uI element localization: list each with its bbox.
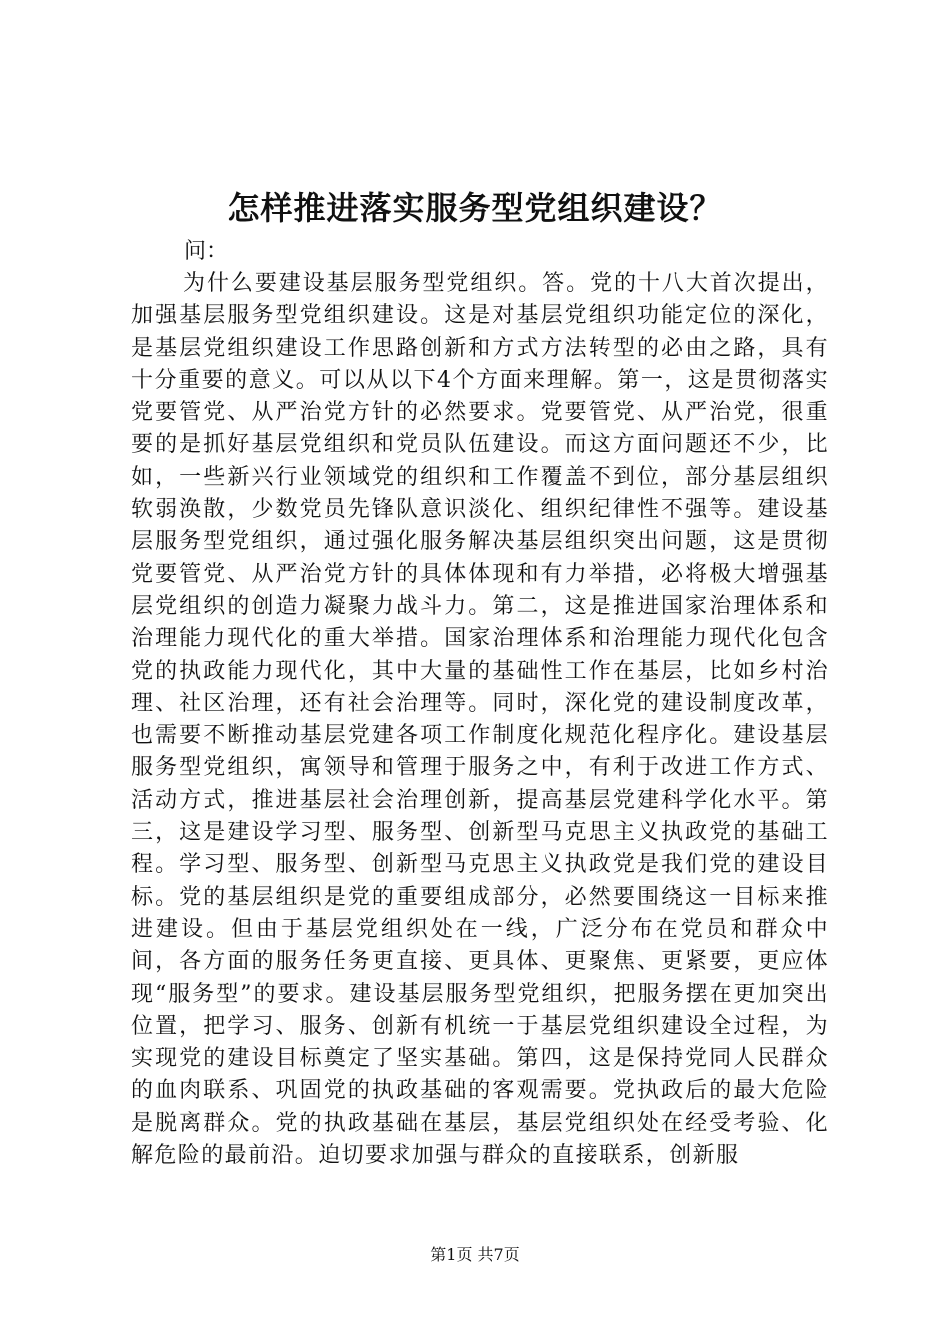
body-paragraph: 为什么要建设基层服务型党组织。答。党的十八大首次提出，加强基层服务型党组织建设。这是对基层党组织功能定位的深化，是基层党组织建设工作思路创新和方式方法转型的必由之路，具有十分重要的意义。可以从以下4个方面来理解。第一，这是贯彻落实党要管党、从严治党方针的必然要求。党要管党、从严治党，很重要的是抓好基层党组织和党员队伍建设。而这方面问题还不少，比如，一些新兴行业领域党的组织和工作覆盖不到位，部分基层组织软弱涣散，少数党员先锋队意识淡化、组织纪律性不强等。建设基层服务型党组织，通过强化服务解决基层组织突出问题，这是贯彻党要管党、从严治党方针的具体体现和有力举措，必将极大增强基层党组织的创造力凝聚力战斗力。第二，这是推进国家治理体系和治理能力现代化的重大举措。国家治理体系和治理能力现代化包含党的执政能力现代化，其中大量的基础性工作在基层，比如乡村治理、社区治理，还有社会治理等。同时，深化党的建设制度改革，也需要不断推动基层党建各项工作制度化规范化程序化。建设基层服务型党组织，寓领导和管理于服务之中，有利于改进工作方式、活动方式，推进基层社会治理创新，提高基层党建科学化水平。第三，这是建设学习型、服务型、创新型马克思主义执政党的基础工程。学习型、服务型、创新型马克思主义执政党是我们党的建设目标。党的基层组织是党的重要组成部分，必然要围绕这一目标来推进建设。但由于基层党组织处在一线，广泛分布在党员和群众中间，各方面的服务任务更直接、更具体、更聚焦、更紧要，更应体现“服务型”的要求。建设基层服务型党组织，把服务摆在更加突出位置，把学习、服务、创新有机统一于基层党组织建设全过程，为实现党的建设目标奠定了坚实基础。第四，这是保持党同人民群众的血肉联系、巩固党的执政基础的客观需要。党执政后的最大危险是脱离群众。党的执政基础在基层，基层党组织处在经受考验、化解危险的最前沿。迫切要求加强与群众的直接联系，创新服 — [131, 271, 829, 1169]
document-title: 怎样推进落实服务型党组织建设？ — [227, 189, 723, 227]
question-label: 问： — [184, 239, 229, 264]
page-footer: 第1页 共7页 — [430, 1245, 520, 1264]
